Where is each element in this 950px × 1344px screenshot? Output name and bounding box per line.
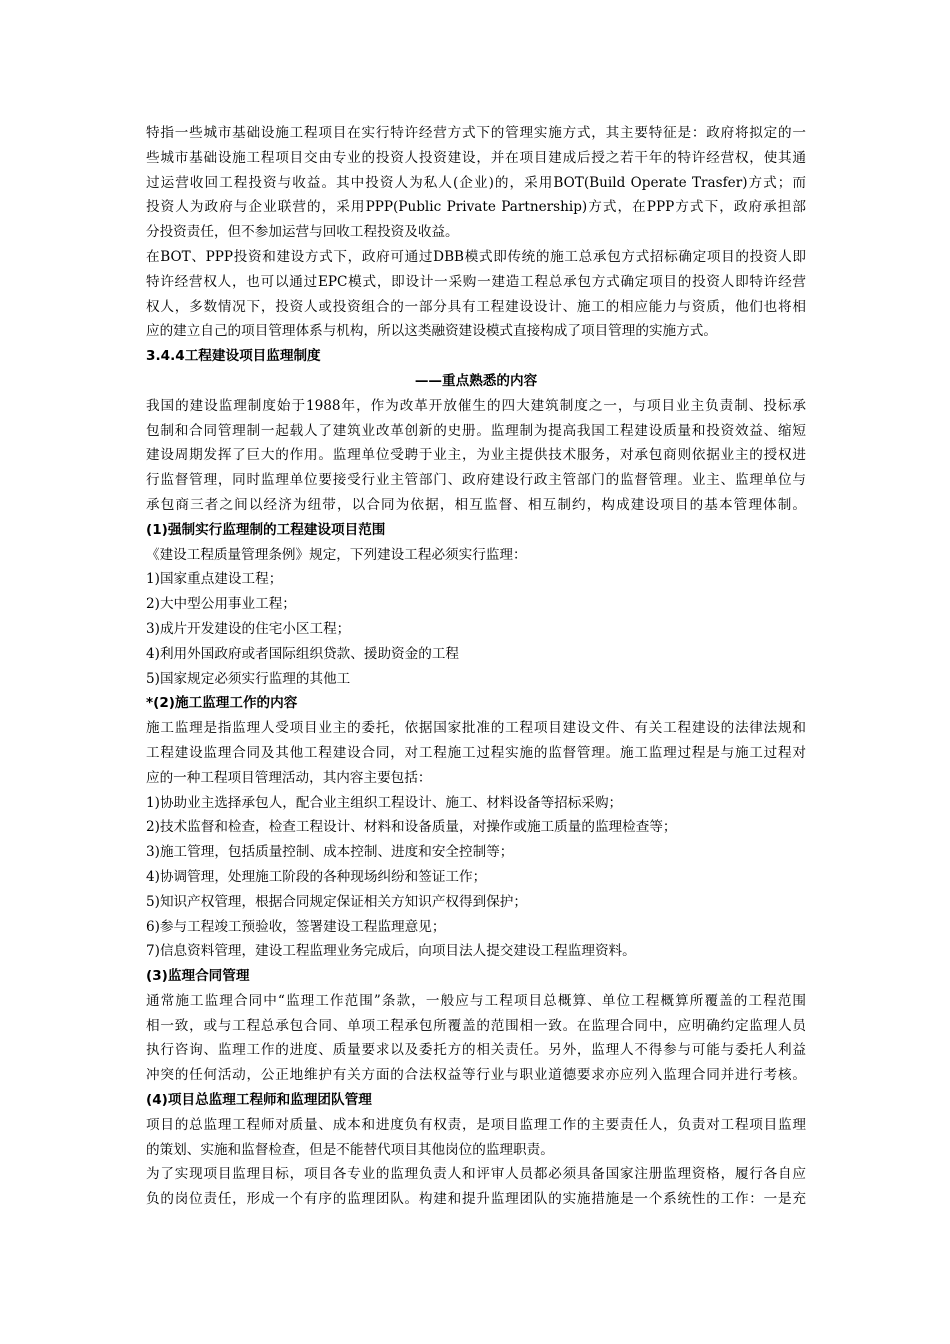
- paragraph-line: 通常施工监理合同中“监理工作范围”条款，一般应与工程项目总概算、单位工程概算所覆盖的工程范围: [146, 992, 806, 1009]
- paragraph-line: 特指一些城市基础设施工程项目在实行特许经营方式下的管理实施方式，其主要特征是：政府将拟定的一: [146, 125, 806, 141]
- paragraph-line: 4)利用外国政府或者国际组织贷款、援助资金的工程: [146, 645, 460, 662]
- paragraph-line: 特许经营权人，也可以通过EPC模式，即设计一采购一建造工程总承包方式确定项目的投资人即特许经营: [146, 273, 806, 290]
- paragraph-line: 应的一种工程项目管理活动，其内容主要包括：: [146, 769, 432, 786]
- paragraph-line: 6)参与工程竣工预验收，签署建设工程监理意见；: [146, 918, 446, 935]
- section-heading: (4)项目总监理工程师和监理团队管理: [146, 1092, 372, 1109]
- section-heading: (3)监理合同管理: [146, 968, 250, 985]
- paragraph-line: 2)技术监督和检查，检查工程设计、材料和设备质量，对操作或施工质量的监理检查等；: [146, 819, 677, 836]
- paragraph-line: 1)国家重点建设工程；: [146, 571, 283, 588]
- section-subtitle: ——重点熟悉的内容: [414, 372, 538, 389]
- paragraph-line: 些城市基础设施工程项目交由专业的投资人投资建设，并在项目建成后授之若干年的特许经营权，使其通: [146, 149, 806, 166]
- paragraph-line: 3)施工管理，包括质量控制、成本控制、进度和安全控制等；: [146, 844, 514, 861]
- document-page: [146, 121, 806, 1212]
- paragraph-line: 我国的建设监理制度始于1988年，作为改革开放催生的四大建筑制度之一，与项目业主负责制、投标承: [146, 397, 806, 414]
- paragraph-line: 负的岗位责任，形成一个有序的监理团队。构建和提升监理团队的实施措施是一个系统性的工作：一是充: [146, 1191, 806, 1208]
- paragraph-line: 为了实现项目监理目标，项目各专业的监理负责人和评审人员都必须具备国家注册监理资格，履行各自应: [146, 1166, 806, 1183]
- paragraph-line: 7)信息资料管理，建设工程监理业务完成后，向项目法人提交建设工程监理资料。: [146, 943, 636, 960]
- paragraph-line: 行监督管理，同时监理单位要接受行业主管部门、政府建设行政主管部门的监督管理。业主、监理单位与: [146, 472, 806, 489]
- paragraph-line: 执行咨询、监理工作的进度、质量要求以及委托方的相关责任。另外，监理人不得参与可能与委托人利益: [146, 1042, 806, 1059]
- paragraph-line: 《建设工程质量管理条例》规定，下列建设工程必须实行监理：: [146, 546, 527, 563]
- paragraph-line: 5)知识产权管理，根据合同规定保证相关方知识产权得到保护；: [146, 893, 527, 910]
- paragraph-line: 2)大中型公用事业工程；: [146, 596, 296, 613]
- paragraph-line: 应的建立自己的项目管理体系与机构，所以这类融资建设模式直接构成了项目管理的实施方式。: [146, 323, 717, 340]
- paragraph-line: 1)协助业主选择承包人，配合业主组织工程设计、施工、材料设备等招标采购；: [146, 794, 623, 811]
- paragraph-line: 冲突的任何活动，公正地维护有关方面的合法权益等行业与职业道德要求亦应列入监理合同并进行考核。: [146, 1067, 806, 1084]
- paragraph-line: 过运营收回工程投资与收益。其中投资人为私人(企业)的，采用BOT(Build Operate Trasfer)方式；而: [146, 174, 806, 191]
- section-heading: (1)强制实行监理制的工程建设项目范围: [146, 521, 386, 538]
- paragraph-line: 施工监理是指监理人受项目业主的委托，依据国家批准的工程项目建设文件、有关工程建设的法律法规和: [146, 720, 806, 737]
- paragraph-line: 权人，多数情况下，投资人或投资组合的一部分具有工程建设设计、施工的相应能力与资质，他们也将相: [146, 298, 806, 315]
- paragraph-line: 3)成片开发建设的住宅小区工程；: [146, 620, 351, 637]
- paragraph-line: 包制和合同管理制一起载人了建筑业改革创新的史册。监理制为提高我国工程建设质量和投资效益、缩短: [146, 422, 806, 439]
- paragraph-line: 项目的总监理工程师对质量、成本和进度负有权责，是项目监理工作的主要责任人，负责对工程项目监理: [146, 1116, 806, 1133]
- paragraph-line: 工程建设监理合同及其他工程建设合同，对工程施工过程实施的监督管理。施工监理过程是与施工过程对: [146, 744, 806, 761]
- section-heading: 3.4.4工程建设项目监理制度: [146, 348, 321, 365]
- paragraph-line: 建设周期发挥了巨大的作用。监理单位受聘于业主，为业主提供技术服务，对承包商则依据业主的授权进: [146, 447, 806, 464]
- paragraph-line: 4)协调管理，处理施工阶段的各种现场纠纷和签证工作；: [146, 868, 487, 885]
- paragraph-line: 承包商三者之间以经济为纽带，以合同为依据，相互监督、相互制约，构成建设项目的基本管理体制。: [146, 496, 806, 513]
- paragraph-line: 投资人为政府与企业联营的，采用PPP(Public Private Partnership)方式，在PPP方式下，政府承担部: [146, 199, 806, 216]
- paragraph-line: 的策划、实施和监督检查，但是不能替代项目其他岗位的监理职责。: [146, 1141, 554, 1158]
- paragraph-line: 相一致，或与工程总承包合同、单项工程承包所覆盖的范围相一致。在监理合同中，应明确约定监理人员: [146, 1017, 806, 1034]
- section-heading: *(2)施工监理工作的内容: [146, 695, 298, 712]
- paragraph-line: 5)国家规定必须实行监理的其他工: [146, 670, 351, 687]
- paragraph-line: 在BOT、PPP投资和建设方式下，政府可通过DBB模式即传统的施工总承包方式招标确定项目的投资人即: [146, 248, 806, 265]
- paragraph-line: 分投资责任，但不参加运营与回收工程投资及收益。: [146, 224, 459, 241]
